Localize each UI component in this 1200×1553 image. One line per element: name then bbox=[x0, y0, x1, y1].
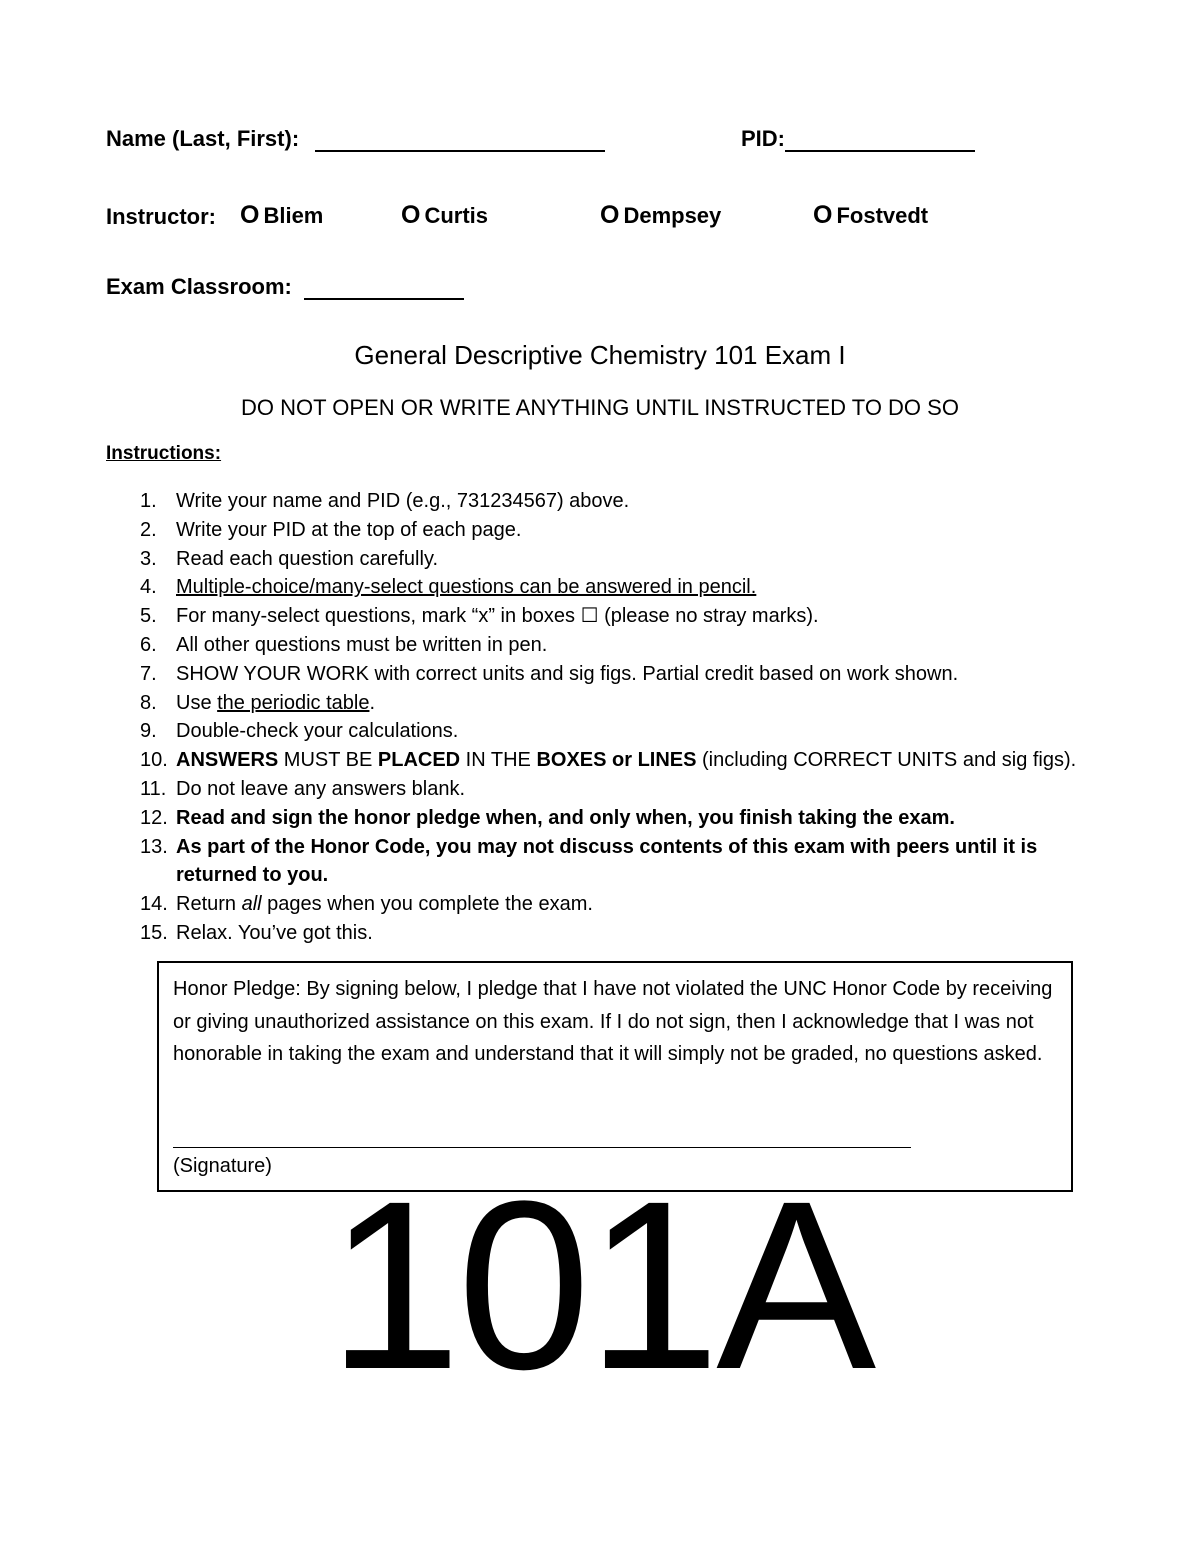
list-item bbox=[140, 660, 1080, 689]
classroom-field[interactable] bbox=[304, 278, 464, 300]
item-number: 4. bbox=[140, 576, 157, 599]
name-row bbox=[106, 126, 605, 152]
instructor-option-label: Dempsey bbox=[623, 203, 722, 228]
signature-line[interactable] bbox=[173, 1147, 911, 1148]
item-text: PLACED bbox=[377, 749, 461, 772]
item-number: 5. bbox=[140, 605, 157, 628]
list-item bbox=[140, 516, 1080, 545]
item-number: 10. bbox=[140, 749, 168, 772]
item-text: ANSWERS bbox=[176, 749, 279, 772]
instructor-option-label: Curtis bbox=[424, 203, 489, 228]
list-item bbox=[140, 804, 1080, 833]
instructor-label: Instructor: bbox=[106, 204, 216, 229]
item-number: 3. bbox=[140, 547, 157, 570]
name-label: Name (Last, First): bbox=[106, 126, 300, 151]
item-number: 8. bbox=[140, 691, 157, 714]
instructor-option-curtis[interactable] bbox=[401, 201, 488, 230]
periodic-table-link[interactable]: the periodic table bbox=[217, 691, 370, 714]
instructions-heading: Instructions: bbox=[106, 443, 222, 464]
honor-pledge-text: Honor Pledge: By signing below, I pledge that I have not violated the UNC Honor Code by receiving or giving unauthorized assistance on this exam. If I do not sign, then I acknowledge that I was not honorable in taking the exam and understand that it will simply not be graded, no questions asked. bbox=[173, 978, 1053, 1066]
item-text: Multiple-choice/many-select questions can be answered in pencil. bbox=[176, 576, 757, 599]
item-text: Read each question carefully. bbox=[176, 547, 439, 570]
classroom-label: Exam Classroom: bbox=[106, 274, 292, 299]
list-item bbox=[140, 717, 1080, 746]
instructor-option-fostvedt[interactable] bbox=[813, 201, 928, 230]
list-item bbox=[140, 775, 1080, 804]
signature-label: (Signature) bbox=[173, 1155, 272, 1177]
exam-version-code: 101A bbox=[327, 1151, 873, 1419]
item-number: 11. bbox=[140, 777, 167, 800]
list-item bbox=[140, 487, 1080, 516]
instructor-option-bliem[interactable] bbox=[240, 201, 323, 230]
list-item bbox=[140, 746, 1080, 775]
radio-circle-icon: O bbox=[813, 201, 833, 229]
item-number: 9. bbox=[140, 720, 157, 743]
radio-circle-icon: O bbox=[600, 201, 620, 229]
name-field[interactable] bbox=[315, 130, 605, 152]
item-text: As part of the Honor Code, you may not discuss contents of this exam with peers until it is returned to you. bbox=[176, 835, 1038, 887]
item-number: 2. bbox=[140, 518, 157, 541]
item-number: 6. bbox=[140, 633, 157, 656]
list-item bbox=[140, 919, 1080, 948]
instructor-option-label: Fostvedt bbox=[836, 203, 929, 228]
item-text: Write your PID at the top of each page. bbox=[176, 518, 522, 541]
item-text: For many-select questions, mark “x” in boxes ☐ (please no stray marks). bbox=[176, 605, 819, 628]
item-text: Double-check your calculations. bbox=[176, 720, 459, 743]
item-text: IN THE bbox=[460, 749, 537, 772]
item-text: SHOW YOUR WORK with correct units and sig figs. Partial credit based on work shown. bbox=[176, 662, 959, 685]
item-number: 13. bbox=[140, 835, 168, 858]
item-text: Write your name and PID (e.g., 731234567) above. bbox=[176, 490, 630, 512]
instructions-list bbox=[140, 487, 1080, 948]
item-text: Read and sign the honor pledge when, and only when, you finish taking the exam. bbox=[176, 806, 955, 829]
item-text: Return bbox=[176, 893, 242, 916]
item-number: 14. bbox=[140, 893, 168, 916]
item-text: all bbox=[241, 893, 262, 916]
item-text: . bbox=[369, 691, 376, 714]
item-number: 7. bbox=[140, 662, 157, 685]
instructor-option-dempsey[interactable] bbox=[600, 201, 721, 230]
item-text: Use bbox=[176, 691, 218, 714]
item-text: Relax. You’ve got this. bbox=[176, 921, 373, 944]
list-item bbox=[140, 573, 1080, 602]
list-item bbox=[140, 689, 1080, 718]
item-text: pages when you complete the exam. bbox=[261, 893, 593, 916]
pid-field[interactable] bbox=[785, 130, 975, 152]
item-number: 15. bbox=[140, 921, 168, 944]
exam-warning: DO NOT OPEN OR WRITE ANYTHING UNTIL INSTRUCTED TO DO SO bbox=[241, 395, 959, 420]
list-item bbox=[140, 602, 1080, 631]
radio-circle-icon: O bbox=[401, 201, 421, 229]
instructor-option-label: Bliem bbox=[263, 203, 324, 228]
classroom-row bbox=[106, 274, 464, 300]
item-text: All other questions must be written in pen. bbox=[176, 633, 548, 656]
item-number: 1. bbox=[140, 490, 157, 512]
item-number: 12. bbox=[140, 806, 168, 829]
item-text: (including CORRECT UNITS and sig figs). bbox=[696, 749, 1077, 772]
list-item bbox=[140, 631, 1080, 660]
list-item bbox=[140, 545, 1080, 574]
radio-circle-icon: O bbox=[240, 201, 260, 229]
list-item bbox=[140, 833, 1080, 891]
item-text: Do not leave any answers blank. bbox=[176, 777, 466, 800]
pid-row bbox=[741, 126, 975, 152]
list-item bbox=[140, 890, 1080, 919]
item-text: BOXES or LINES bbox=[536, 749, 697, 772]
exam-title: General Descriptive Chemistry 101 Exam I bbox=[354, 340, 846, 370]
pid-label: PID: bbox=[741, 126, 785, 151]
item-text: MUST BE bbox=[278, 749, 378, 772]
